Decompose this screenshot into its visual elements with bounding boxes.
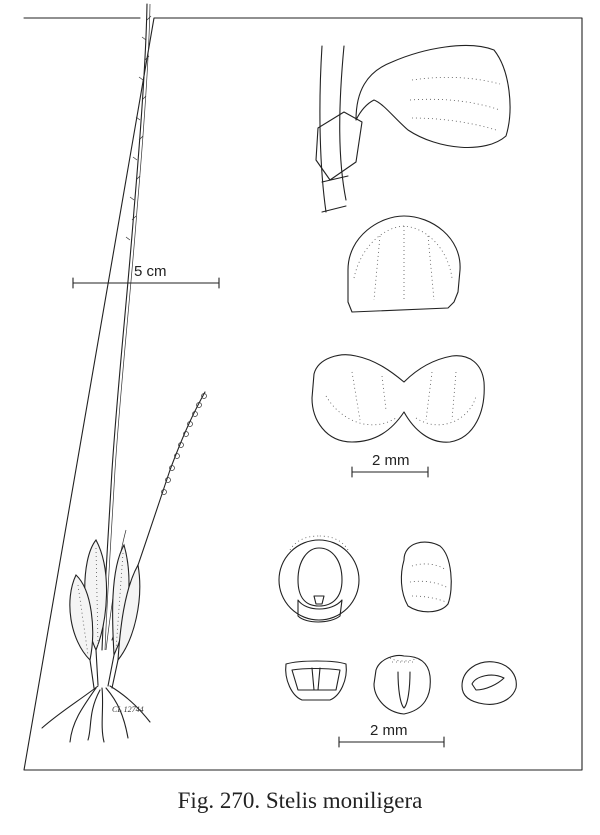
anther-view	[462, 662, 516, 705]
plate-frame	[24, 18, 582, 770]
scale-label-2mm-lower: 2 mm	[370, 722, 408, 739]
column-view	[374, 656, 430, 714]
flower-detail	[316, 46, 510, 212]
scale-label-5cm: 5 cm	[134, 263, 167, 280]
scale-bar-sepals	[352, 452, 428, 477]
artist-signature: CL 12744	[112, 705, 144, 714]
scale-label-2mm-upper: 2 mm	[372, 452, 410, 469]
scale-bar-column	[339, 722, 444, 747]
petal	[401, 542, 451, 612]
figure-caption: Fig. 270. Stelis moniligera	[177, 788, 423, 813]
scale-bar-habit	[73, 263, 219, 288]
dorsal-sepal	[348, 216, 460, 312]
flower-front-view	[279, 536, 359, 622]
lateral-sepals	[312, 355, 484, 442]
habit-illustration	[42, 4, 207, 742]
lip-view	[286, 661, 347, 700]
